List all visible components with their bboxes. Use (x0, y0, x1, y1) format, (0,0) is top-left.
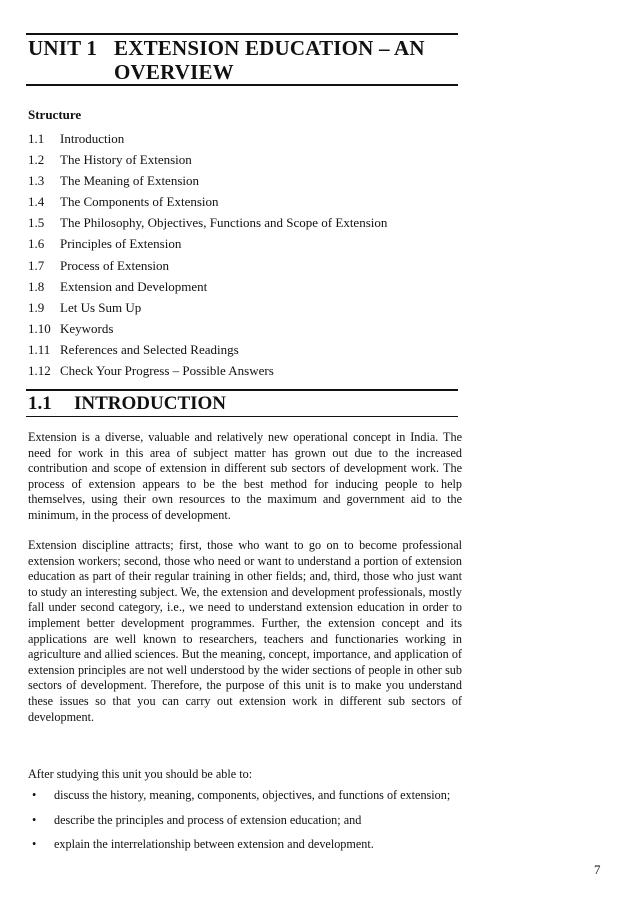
section-heading (28, 393, 226, 415)
top-rule (26, 33, 458, 35)
toc-item-label: The Components of Extension (60, 194, 219, 210)
toc-item-number: 1.12 (28, 363, 51, 379)
section-top-rule (26, 389, 458, 391)
toc-item-label: Extension and Development (60, 278, 208, 294)
title-bottom-rule (26, 84, 458, 86)
toc-item-label: Check Your Progress – Possible Answers (60, 363, 274, 379)
bullet-icon: • (32, 788, 37, 802)
toc-item-number: 1.11 (28, 341, 51, 357)
toc-item (28, 170, 458, 191)
toc-item (28, 339, 458, 360)
toc-item-number: 1.2 (28, 152, 45, 168)
toc-item (28, 360, 458, 381)
toc-item-number: 1.6 (28, 236, 45, 252)
toc-item (28, 149, 458, 170)
unit-title: EXTENSION EDUCATION – AN OVERVIEW (114, 36, 425, 84)
intro-paragraph-2: Extension discipline attracts; first, those who want to go on to become professional extension workers; second, those who need or want to understand a portion of extension education as part of their regular training in other fields; and, third, those who just want to study an interesting subject. We, the extension and development professionals, mostly fall under second category, i.e., we need to understand extension education in order to implement better development programmes. Further, the extension concept and its applications are well known to researchers, teachers and functionaries working in agriculture and allied sciences. But the meaning, concept, importance, and application of extension principles are not well understood by the wider sections of people in other sub sectors of development. Therefore, the purpose of this unit is to make you understand these issues so that you can carry out extension work in different sub sectors of development. (28, 538, 462, 724)
list-item (28, 813, 462, 829)
list-item-text: describe the principles and process of extension education; and (54, 812, 362, 827)
bullet-icon: • (32, 837, 37, 852)
toc-item-number: 1.3 (28, 173, 45, 189)
list-item-text: discuss the history, meaning, components, objectives, and functions of extension; (54, 788, 451, 802)
toc-item (28, 128, 458, 149)
toc-item-label: The History of Extension (60, 152, 192, 168)
toc-item-number: 1.7 (28, 257, 45, 273)
toc-item (28, 255, 458, 276)
list-item-text: explain the interrelationship between extension and development. (54, 837, 374, 852)
toc-item (28, 297, 458, 318)
toc-item (28, 191, 458, 212)
toc-item-label: Process of Extension (60, 257, 170, 273)
toc-item-number: 1.9 (28, 299, 45, 315)
section-bottom-rule (26, 416, 458, 417)
objectives-lead: After studying this unit you should be able to: (28, 767, 253, 781)
toc-item (28, 276, 458, 297)
bullet-icon: • (32, 812, 37, 827)
toc-item-number: 1.10 (28, 320, 51, 336)
toc-item-label: References and Selected Readings (60, 341, 239, 357)
list-item (28, 788, 462, 804)
toc-item-number: 1.1 (28, 131, 45, 146)
toc-item (28, 233, 458, 254)
toc-item-label: Keywords (60, 320, 114, 336)
toc-item-number: 1.8 (28, 278, 45, 294)
page-number: 7 (594, 862, 601, 877)
structure-heading: Structure (28, 107, 82, 122)
section-title: INTRODUCTION (74, 393, 227, 414)
list-item (28, 837, 462, 853)
toc-item-label: Introduction (60, 131, 125, 146)
toc-item (28, 212, 458, 233)
toc-item-number: 1.5 (28, 215, 45, 231)
objectives-list (28, 788, 462, 862)
section-number: 1.1 (28, 393, 52, 414)
toc-item-label: The Meaning of Extension (60, 173, 199, 189)
intro-paragraph-1: Extension is a diverse, valuable and relatively new operational concept in India. The need for work in this area of subject matter has grown out due to the increased contribution and scope of extension in different sub sectors of development work. The process of extension appears to be the best method for inducing people to help themselves, using their own resources to the maximum and government aid to the minimum, in the process of development. (28, 430, 462, 522)
toc-item (28, 318, 458, 339)
unit-label: UNIT 1 (28, 36, 98, 60)
toc-item-label: Let Us Sum Up (60, 299, 142, 315)
table-of-contents (28, 128, 458, 381)
toc-item-label: Principles of Extension (60, 236, 182, 252)
toc-item-number: 1.4 (28, 194, 45, 210)
toc-item-label: The Philosophy, Objectives, Functions and Scope of Extension (60, 215, 388, 231)
